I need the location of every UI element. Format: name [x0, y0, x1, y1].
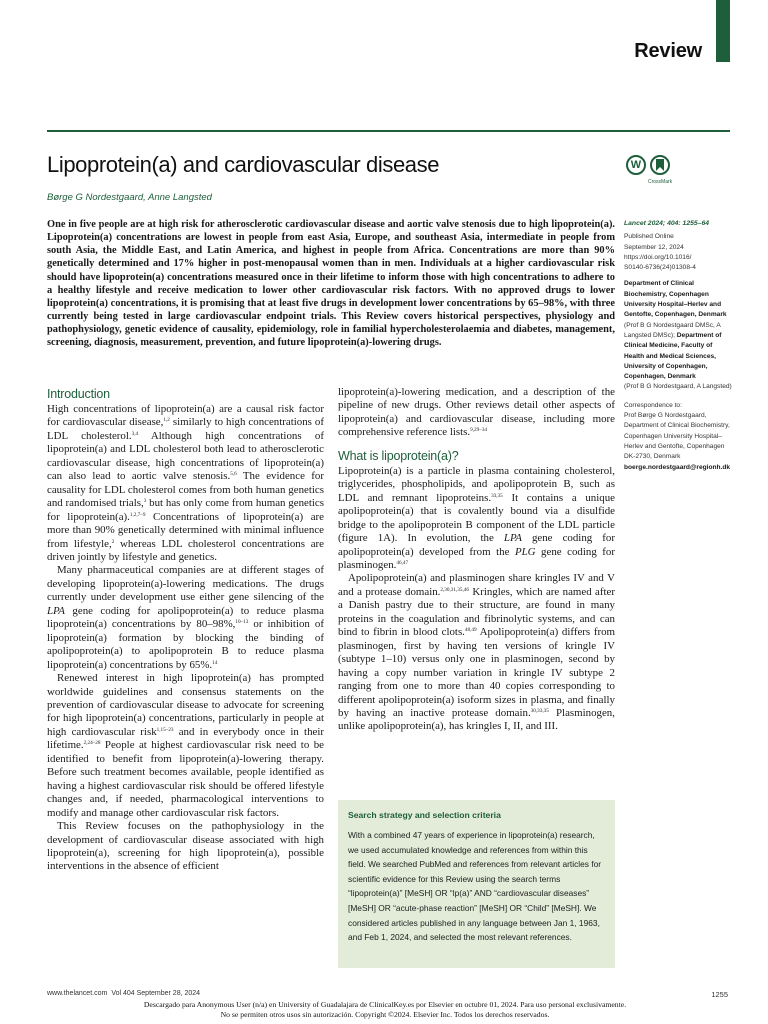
ref-sup: 2,24–28 [83, 740, 101, 747]
correspondence-email[interactable]: boerge.nordestgaard@regionh.dk [624, 463, 731, 471]
what-is-paragraph-1: Lipoprotein(a) is a particle in plasma containing cholesterol, triglycerides, phospholipids, and apolipoprotein B, such as LDL and remnant lipoproteins.$^{33,35}$ It contains a unique apolipoprotein(a) that is covalently bound via a disulfide bridge to the apolipoprotein B component of the LDL particle (figure 1A). In evolution, the LPA gene coding for apolipoprotein(a) developed from the PLG gene coding for plasminogen.$^{46,47}$ [338, 464, 616, 571]
intro-paragraph-4: This Review focuses on the pathophysiology in the development of cardiovascular disease associated with high lipoprotein(a), screening for high lipoprotein(a), possible interventions in the absence of efficient [47, 820, 324, 873]
ref-sup: 2 [111, 538, 115, 545]
citation: Lancet 2024; 404: 1255–64 [624, 220, 710, 227]
ref-sup: 1,2 [163, 417, 170, 424]
bookmark-icon [655, 159, 665, 171]
footer-volume: Vol 404 September 28, 2024 [111, 990, 201, 997]
ref-sup: 10–13 [235, 619, 249, 626]
search-strategy-title: Search strategy and selection criteria [348, 810, 501, 820]
section-label: Review [634, 40, 702, 62]
footer-site-link[interactable]: www.thelancet.com [47, 990, 108, 997]
open-access-logo [626, 155, 646, 175]
ref-sup: 2,30,31,35,46 [440, 586, 469, 593]
intro-paragraph-1: High concentrations of lipoprotein(a) are a causal risk factor for cardiovascular disease,$^{1,2}$ similarly to high concentrations of LDL cholesterol.$^{3,4}$ Although high concentrations of lipoprotein(a) and LDL cholesterol both lead to atherosclerotic cardiovascular disease, high concentrations of lipoprotein(a) can also lead to aortic valve stenosis.$^{5,6}$ The evidence for causality for LDL cholesterol comes from both human genetics and randomised trials,$^3$ but has only come from human genetics for lipoprotein(a).$^{1,2,7-9}$ Concentrations of lipoprotein(a) are more than 90% genetically determined with minimal influence from lifestyle,$^2$ whereas LDL cholesterol concentrations are driven jointly by lifestyle and genetics. [47, 403, 324, 563]
right-column [338, 386, 615, 734]
ref-sup: 14 [212, 659, 218, 666]
gene-name: PLG [514, 545, 536, 558]
open-access-letter: W [630, 159, 642, 171]
affiliation-2-people: (Prof B G Nordestgaard, A Langsted) [624, 383, 732, 391]
left-column [47, 386, 324, 874]
intro-paragraph-2: Many pharmaceutical companies are at different stages of developing lipoprotein(a)-lowering medications. The drugs currently under development use either gene silencing of the LPA gene coding for apolipoprotein(a) to reduce plasma lipoprotein(a) concentrations by 80–98%,$^{10-13}$ or inhibition of lipoprotein(a) formation by blocking the binding of apolipoprotein(a) to apolipoprotein B to reduce plasma lipoprotein(a) concentrations by 65%.$^{14}$ [47, 564, 324, 671]
article-authors: Børge G Nordestgaard, Anne Langsted [47, 192, 212, 203]
affiliation-2: Department of Clinical Medicine, Faculty of Health and Medical Sciences, University of Copenhagen, Copenhagen, Denmark [624, 331, 722, 381]
correspondence-address: Prof Børge G Nordestgaard, Department of Clinical Biochemistry, Copenhagen University Hospital–Herlev and Gentofte, Copenhagen DK-2730, Denmark [624, 412, 730, 461]
ref-sup: 48,49 [464, 627, 477, 634]
abstract: One in five people are at high risk for atherosclerotic cardiovascular disease and aortic valve stenosis due to high lipoprotein(a). Lipoprotein(a) concentrations are lowest in people from east Asia, Europe, and southeast Asia, intermediate in people from south Asia, the Middle East, and Latin America, and highest in people from Africa. Concentrations are more than 90% genetically determined and 17% higher in post-menopausal women than in men. Individuals at a higher cardiovascular risk should have lipoprotein(a) concentrations measured once in their lifetime to inform those with high concentrations to adhere to a healthy lifestyle and receive medication to lower other cardiovascular risk factors. With no approved drugs to lower lipoprotein(a) concentrations, it is promising that at least five drugs in development lower concentrations by 65–98%, with three currently being tested in large cardiovascular endpoint trials. This Review covers historical perspectives, physiology and pathophysiology, genetic evidence of causality, epidemiology, role in familial hypercholesterolaemia and diabetes, management, screening, diagnosis, measurement, prevention, and future lipoprotein(a)-lowering drugs. [47, 219, 615, 349]
ref-sup: 1,2,7–9 [129, 511, 146, 518]
header-rule [47, 130, 730, 132]
ref-sup: 5,6 [230, 471, 237, 478]
article-title: Lipoprotein(a) and cardiovascular disease [47, 152, 440, 177]
section-color-tab [716, 0, 730, 62]
affiliations [624, 279, 734, 392]
ref-sup: 33,35 [491, 492, 503, 499]
crossmark-icon[interactable] [650, 155, 670, 175]
ref-sup: 46,47 [396, 559, 409, 566]
article-logos [626, 155, 678, 189]
ref-sup: 1,15–23 [156, 726, 174, 733]
pii: S0140-6736(24)01308-4 [624, 264, 696, 272]
gene-name: LPA [47, 604, 65, 617]
crossmark-label: CrossMark [648, 179, 673, 185]
introduction-heading: Introduction [47, 387, 110, 401]
gene-name: LPA [503, 532, 522, 545]
search-strategy-panel [338, 800, 615, 968]
what-is-heading: What is lipoprotein(a)? [338, 448, 459, 463]
correspondence-label: Correspondence to: [624, 401, 682, 409]
page-number: 1255 [711, 990, 728, 999]
publication-info [624, 232, 734, 273]
affiliation-1: Department of Clinical Biochemistry, Copenhagen University Hospital–Herlev and Gentofte, Copenhagen, Denmark [624, 280, 727, 319]
ref-sup: 3,4 [131, 430, 139, 437]
intro-paragraph-4-continued: lipoprotein(a)-lowering medication, and a description of the pipeline of new drugs. Other reviews detail other aspects of lipoprotein(a) and cardiovascular disease, including more comprehensive reference lists.$^{9,29-34}$ [338, 386, 615, 439]
intro-paragraph-3: Renewed interest in high lipoprotein(a) has prompted worldwide guidelines and consensus statements on the prevention of cardiovascular disease to advocate for screening for high lipoprotein(a) concentrations, particularly in people at high cardiovascular risk$^{1,15-23}$ and in everybody once in their lifetime.$^{2,24-28}$ People at highest cardiovascular risk need to be identified to benefit from lipoprotein(a)-lowering therapy. Before such treatment becomes available, people identified as having a highest cardiovascular risk should be offered lifestyle changes and, if needed, pharmacological interventions to modify and manage other cardiovascular risk factors. [47, 672, 324, 819]
download-notice: Descargado para Anonymous User (n/a) en University of Guadalajara de ClinicalKey.es por Elsevier en octubre 01, 2024. Para uso personal exclusivamente. No se permiten otros usos sin autorización. Copyright ©2024. Elsevier Inc. Todos los derechos reservados. [143, 1000, 627, 1019]
correspondence [624, 401, 734, 473]
ref-sup: 3 [143, 498, 147, 505]
ref-sup: 30,33,35 [530, 707, 549, 714]
published-label: Published Online [624, 233, 674, 241]
what-is-paragraph-2: Apolipoprotein(a) and plasminogen share kringles IV and V and a protease domain.$^{2,30,31,35,46}$ Kringles, which are named after a Danish pastry due to their structure, are found in many proteins in the coagulation and fibrinolytic systems, and can bind to fibrin in blood clots.$^{48,49}$ Apolipoprotein(a) differs from plasminogen, first by having ten versions of kringle IV (subtype 1–10) versus only one in plasminogen, second by having a copy number variation in kringle IV subtype 2 ranging from one to more than 40 copies corresponding to different apolipoprotein(a) isoform sizes in plasma, and finally by having an inactive protease domain.$^{30,33,35}$ Plasminogen, unlike apolipoprotein(a), has kringles I, II, and III. [338, 572, 615, 733]
search-strategy-body: With a combined 47 years of experience in lipoprotein(a) research, we used accumulated knowledge and references from within this field. We searched PubMed and references from relevant articles for scientific evidence for this Review using the search terms “lipoprotein(a)” [MeSH] OR “lp(a)” AND “cardiovascular diseases” [MeSH] OR “acute-phase reaction” [MeSH] OR “Child” [MeSH]. We considered articles published in any language between Jan 1, 1963, and Feb 1, 2024, and selected the most relevant references. [348, 830, 602, 943]
ref-sup: 9,29–34 [470, 427, 487, 434]
doi-link[interactable]: https://doi.org/10.1016/ [624, 253, 692, 261]
article-sidebar [624, 219, 734, 473]
published-date: September 12, 2024 [624, 243, 684, 251]
affiliation-1-people: (Prof B G Nordestgaard DMSc, A Langsted DMSc); [624, 321, 721, 339]
footer-info [47, 990, 200, 997]
